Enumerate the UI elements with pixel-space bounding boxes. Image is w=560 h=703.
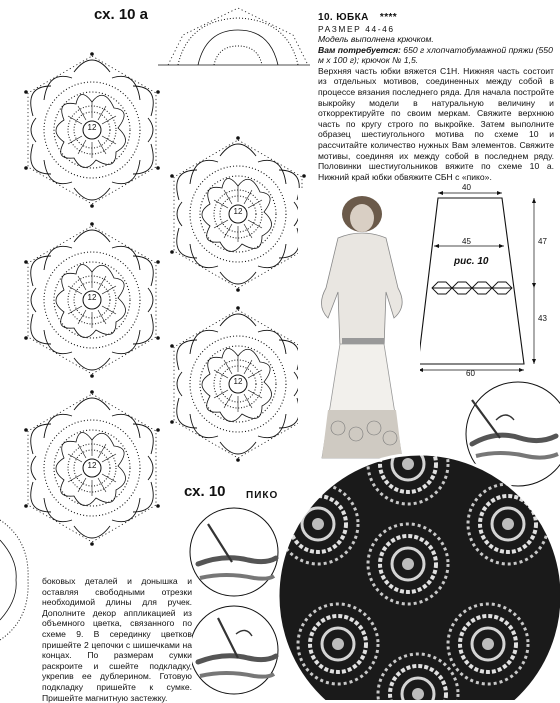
scheme-10-label: сх. 10 [184,483,226,500]
size-line: РАЗМЕР 44-46 [318,24,395,34]
article-body: Верхняя часть юбки вяжется С1Н. Нижняя часть состоит из отдельных мотивов, соединенных между собой в процессе вязания последнего ряда. Для начала постройте выкройку модели в натуральную величину и откорректируйте по своим меркам. Свяжите верхнюю часть по кругу строго по выкройке. Затем выполните образец шестиугольного мотива по схеме 10 и рассчитайте количество нужных Вам элементов. Свяжите мотивы, соединяя их между собой в последнем ряду. Половинки шестиугольников вяжите по схеме 10 а. Нижний край юбки обвяжите СБН с «пико». [318,65,554,182]
needs-text: 650 г хлопчатобумажной пряжи (550 м х 100 г); крючок № 1,5. [318,44,553,66]
motif-center-number: 12 [87,461,97,470]
dim-right-top: 47 [538,237,547,246]
dim-bottom: 60 [466,369,475,378]
motif-center-number: 12 [87,123,97,132]
needs-title: Вам потребуется: [318,44,401,55]
dim-mid: 45 [462,237,471,246]
motif-center-number: 12 [233,377,243,386]
dim-right-bottom: 43 [538,314,547,323]
technique-illustration-1 [188,506,280,598]
technique-illustration-2 [188,604,280,696]
article-heading: 10. ЮБКА [318,12,369,23]
model-line: Модель выполнена крючком. [318,34,434,44]
article [318,12,554,182]
pattern-title: рис. 10 [454,256,489,267]
article-stars: **** [379,12,398,23]
motif-center-number: 12 [87,293,97,302]
lace-closeup-photo [278,454,560,700]
bottom-text: боковых деталей и донышка и оставляя свободными отрезки необходимой длины для ручек. Дополните декор аппликацией из объемного цветка, связанного по схеме 9. В серединку цветков пришейте 2 цепочки с шишечками на концах. По размерам сумки раскроите и сшейте подкладку, укрепив ее дублерином. Готовую подкладку пришейте к сумке. Пришейте магнитную застежку. [42,576,192,703]
scheme-10a-label: сх. 10 а [94,6,149,23]
model-photo [298,188,426,470]
skirt-pattern-diagram [420,180,560,380]
motif-center-number: 12 [233,207,243,216]
piko-label: ПИКО [246,490,279,501]
dim-top: 40 [462,183,471,192]
